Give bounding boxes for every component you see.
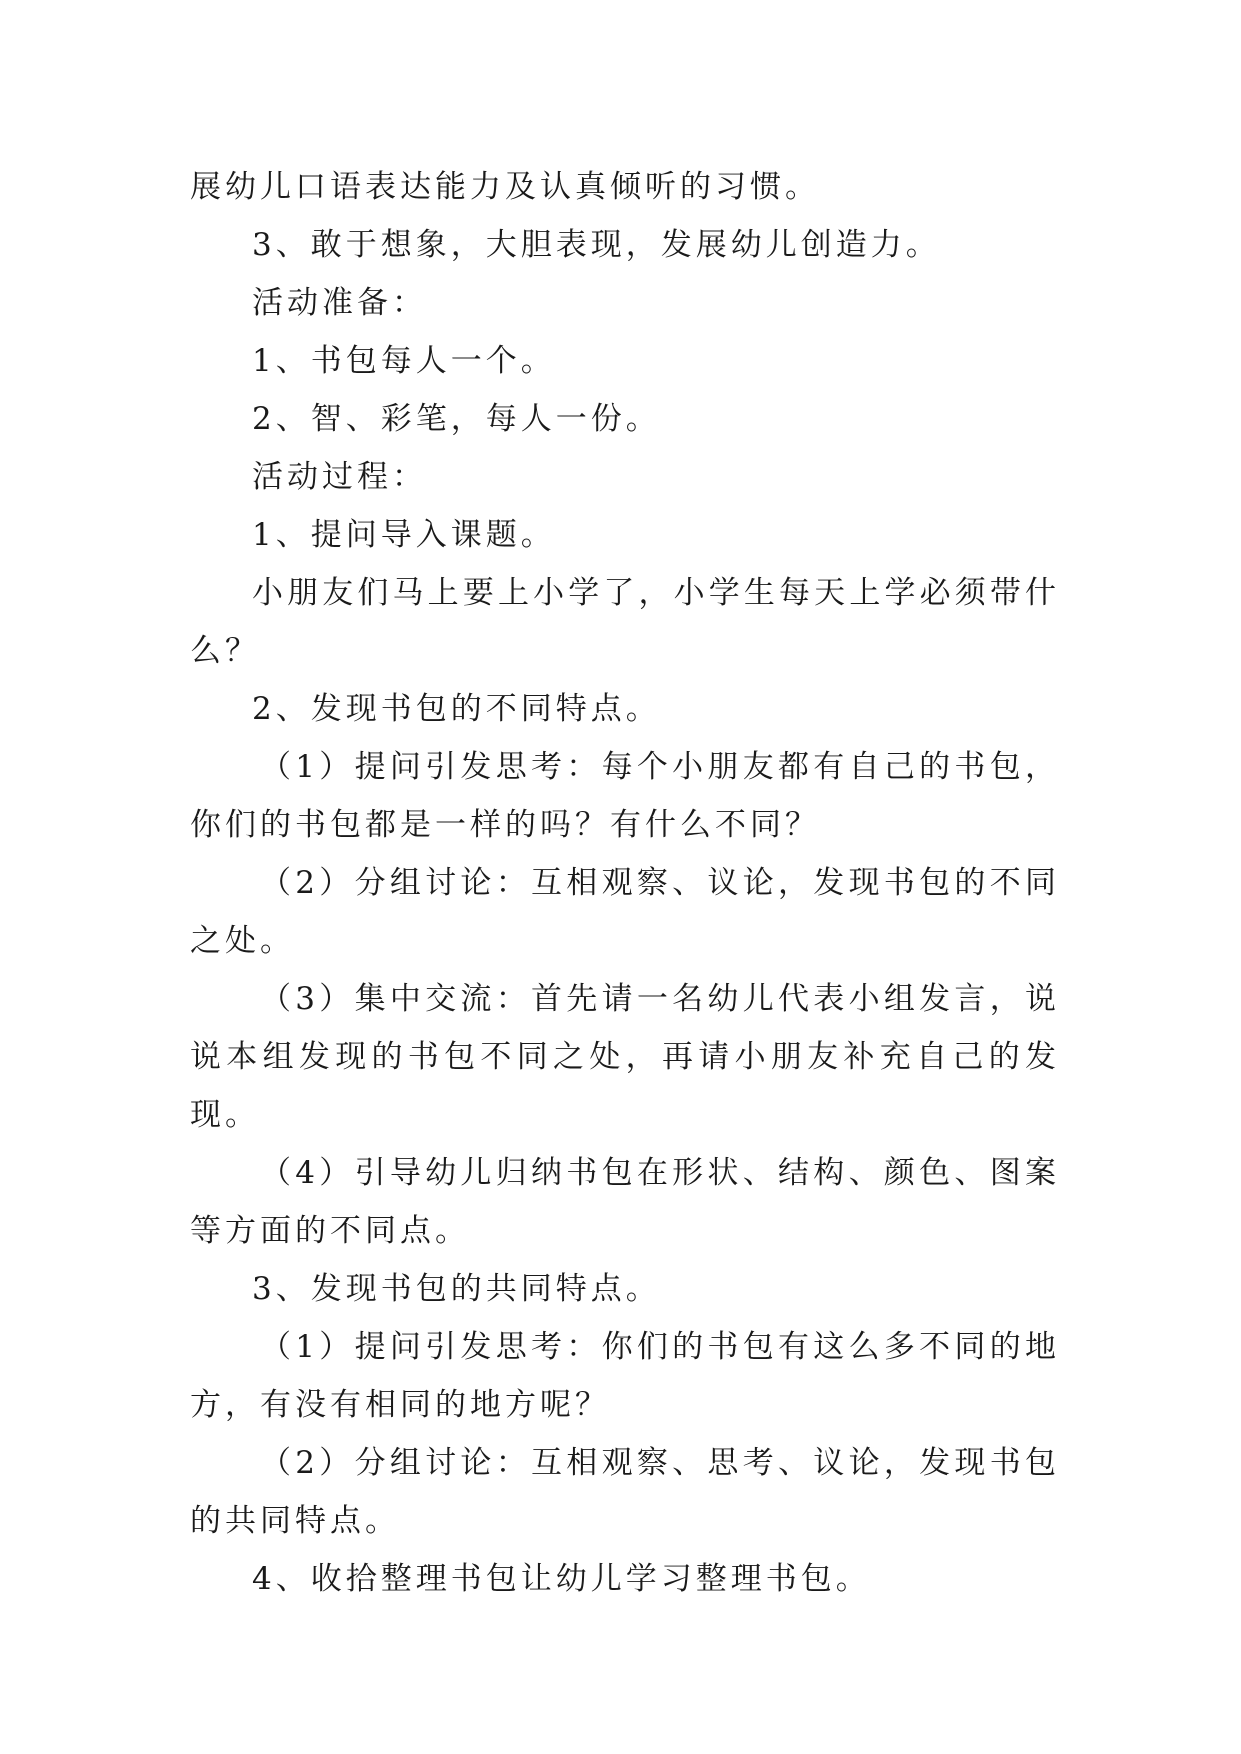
process-step-1-question: 小朋友们马上要上小学了，小学生每天上学必须带什么？ bbox=[190, 575, 1060, 669]
process-step-3: 3、发现书包的共同特点。 bbox=[252, 1271, 661, 1307]
process-step-2-sub-4: （4）引导幼儿归纳书包在形状、结构、颜色、图案等方面的不同点。 bbox=[190, 1155, 1060, 1249]
preparation-item-2: 2、智、彩笔，每人一份。 bbox=[252, 401, 661, 437]
process-step-4: 4、收拾整理书包让幼儿学习整理书包。 bbox=[252, 1561, 871, 1597]
section-heading-process: 活动过程： bbox=[252, 459, 427, 495]
section-heading-preparation: 活动准备： bbox=[252, 285, 427, 321]
process-step-2-sub-2: （2）分组讨论：互相观察、议论，发现书包的不同之处。 bbox=[190, 865, 1060, 959]
paragraph-continuation: 展幼儿口语表达能力及认真倾听的习惯。 bbox=[190, 169, 820, 205]
process-step-2-sub-3: （3）集中交流：首先请一名幼儿代表小组发言，说说本组发现的书包不同之处，再请小朋友补充自己的发现。 bbox=[190, 981, 1060, 1133]
goal-item-3: 3、敢于想象，大胆表现，发展幼儿创造力。 bbox=[252, 227, 941, 263]
process-step-3-sub-1: （1）提问引发思考：你们的书包有这么多不同的地方，有没有相同的地方呢？ bbox=[190, 1329, 1060, 1423]
process-step-2: 2、发现书包的不同特点。 bbox=[252, 691, 661, 727]
preparation-item-1: 1、书包每人一个。 bbox=[252, 343, 556, 379]
process-step-3-sub-2: （2）分组讨论：互相观察、思考、议论，发现书包的共同特点。 bbox=[190, 1445, 1060, 1539]
document-body bbox=[190, 158, 1060, 1608]
process-step-1: 1、提问导入课题。 bbox=[252, 517, 556, 553]
process-step-2-sub-1: （1）提问引发思考：每个小朋友都有自己的书包，你们的书包都是一样的吗？有什么不同？ bbox=[190, 749, 1060, 843]
